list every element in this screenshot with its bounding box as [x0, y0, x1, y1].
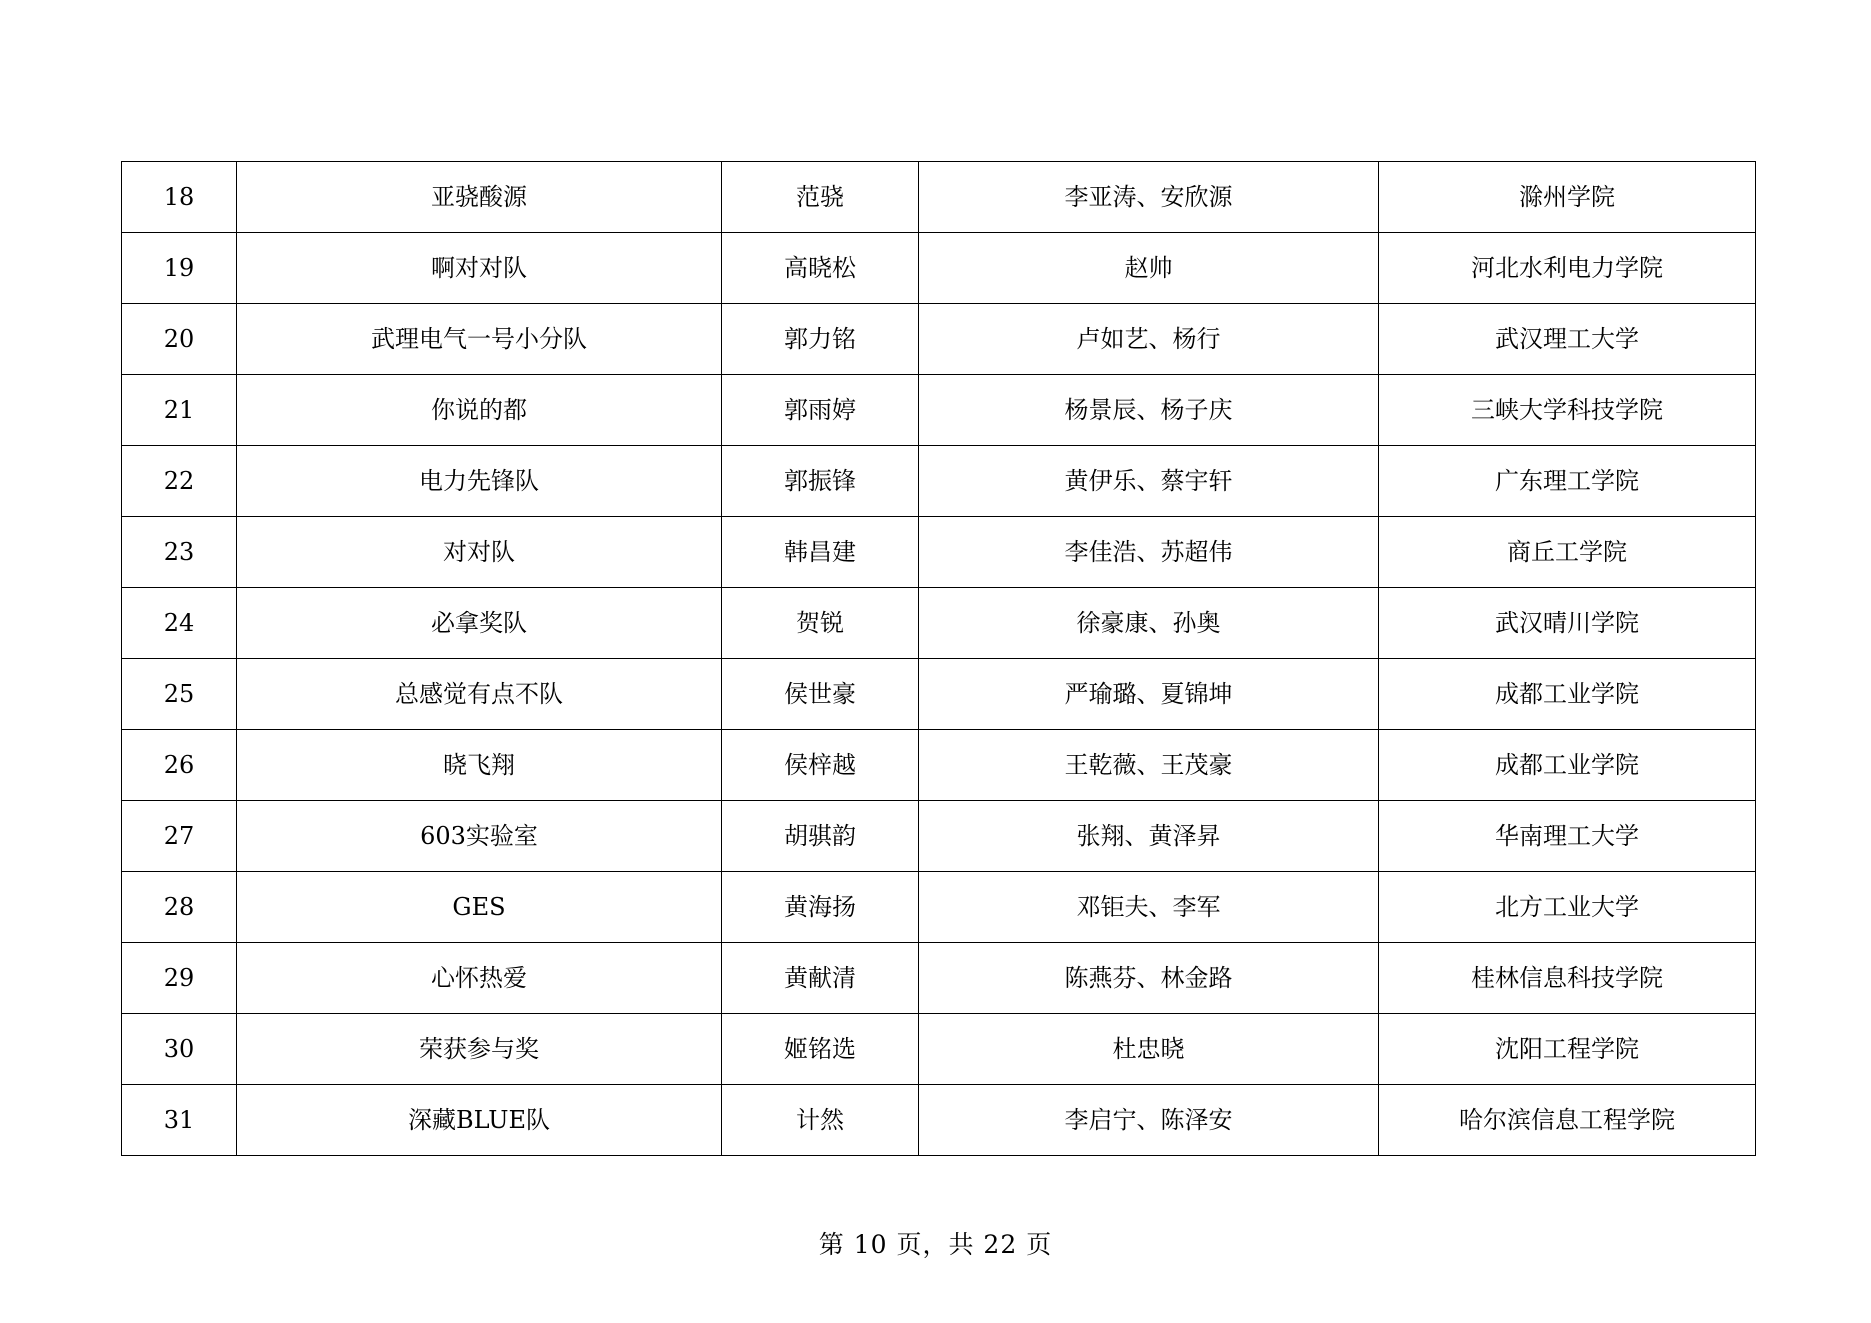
school-cell: 沈阳工程学院 [1379, 1014, 1756, 1085]
members-cell: 杜忠晓 [919, 1014, 1379, 1085]
row-number-cell: 18 [122, 162, 237, 233]
row-number-cell: 30 [122, 1014, 237, 1085]
school-cell: 三峡大学科技学院 [1379, 375, 1756, 446]
school-cell: 滁州学院 [1379, 162, 1756, 233]
table-row [122, 943, 1756, 1014]
team-name-cell: 对对队 [237, 517, 722, 588]
school-cell: 桂林信息科技学院 [1379, 943, 1756, 1014]
school-cell: 河北水利电力学院 [1379, 233, 1756, 304]
team-name-cell: 荣获参与奖 [237, 1014, 722, 1085]
captain-cell: 黄献清 [722, 943, 919, 1014]
members-cell: 赵帅 [919, 233, 1379, 304]
row-number-cell: 31 [122, 1085, 237, 1156]
row-number-cell: 28 [122, 872, 237, 943]
table-row [122, 233, 1756, 304]
team-name-cell: 总感觉有点不队 [237, 659, 722, 730]
row-number-cell: 19 [122, 233, 237, 304]
members-cell: 李亚涛、安欣源 [919, 162, 1379, 233]
captain-cell: 姬铭选 [722, 1014, 919, 1085]
members-cell: 卢如艺、杨行 [919, 304, 1379, 375]
table-row [122, 375, 1756, 446]
table-row [122, 162, 1756, 233]
row-number-cell: 23 [122, 517, 237, 588]
captain-cell: 韩昌建 [722, 517, 919, 588]
captain-cell: 郭雨婷 [722, 375, 919, 446]
team-name-cell: 武理电气一号小分队 [237, 304, 722, 375]
row-number-cell: 21 [122, 375, 237, 446]
school-cell: 武汉晴川学院 [1379, 588, 1756, 659]
team-name-cell: 必拿奖队 [237, 588, 722, 659]
members-cell: 陈燕芬、林金路 [919, 943, 1379, 1014]
table-row [122, 1014, 1756, 1085]
team-name-cell: 啊对对队 [237, 233, 722, 304]
table-body [122, 162, 1756, 1156]
table-row [122, 659, 1756, 730]
row-number-cell: 29 [122, 943, 237, 1014]
school-cell: 成都工业学院 [1379, 730, 1756, 801]
members-cell: 李启宁、陈泽安 [919, 1085, 1379, 1156]
captain-cell: 高晓松 [722, 233, 919, 304]
team-name-cell: 你说的都 [237, 375, 722, 446]
table-row [122, 304, 1756, 375]
school-cell: 华南理工大学 [1379, 801, 1756, 872]
table-row [122, 730, 1756, 801]
members-cell: 王乾薇、王茂豪 [919, 730, 1379, 801]
page-number: 第 10 页，共 22 页 [818, 1230, 1053, 1259]
table-row [122, 517, 1756, 588]
team-name-cell: 晓飞翔 [237, 730, 722, 801]
members-cell: 李佳浩、苏超伟 [919, 517, 1379, 588]
row-number-cell: 26 [122, 730, 237, 801]
team-name-cell: 深藏BLUE队 [237, 1085, 722, 1156]
members-cell: 徐豪康、孙奥 [919, 588, 1379, 659]
captain-cell: 郭振锋 [722, 446, 919, 517]
row-number-cell: 24 [122, 588, 237, 659]
table-row [122, 872, 1756, 943]
team-roster-table [121, 161, 1756, 1156]
captain-cell: 侯梓越 [722, 730, 919, 801]
team-name-cell: 心怀热爱 [237, 943, 722, 1014]
school-cell: 哈尔滨信息工程学院 [1379, 1085, 1756, 1156]
school-cell: 广东理工学院 [1379, 446, 1756, 517]
school-cell: 武汉理工大学 [1379, 304, 1756, 375]
table-row [122, 1085, 1756, 1156]
table-row [122, 588, 1756, 659]
captain-cell: 郭力铭 [722, 304, 919, 375]
school-cell: 北方工业大学 [1379, 872, 1756, 943]
members-cell: 张翔、黄泽昇 [919, 801, 1379, 872]
captain-cell: 计然 [722, 1085, 919, 1156]
team-name-cell: 603实验室 [237, 801, 722, 872]
row-number-cell: 25 [122, 659, 237, 730]
captain-cell: 侯世豪 [722, 659, 919, 730]
captain-cell: 胡骐韵 [722, 801, 919, 872]
school-cell: 成都工业学院 [1379, 659, 1756, 730]
row-number-cell: 22 [122, 446, 237, 517]
captain-cell: 贺锐 [722, 588, 919, 659]
members-cell: 严瑜璐、夏锦坤 [919, 659, 1379, 730]
team-name-cell: 亚骁酸源 [237, 162, 722, 233]
team-name-cell: 电力先锋队 [237, 446, 722, 517]
row-number-cell: 27 [122, 801, 237, 872]
row-number-cell: 20 [122, 304, 237, 375]
table-row [122, 801, 1756, 872]
school-cell: 商丘工学院 [1379, 517, 1756, 588]
members-cell: 黄伊乐、蔡宇轩 [919, 446, 1379, 517]
table-row [122, 446, 1756, 517]
members-cell: 邓钜夫、李军 [919, 872, 1379, 943]
captain-cell: 范骁 [722, 162, 919, 233]
captain-cell: 黄海扬 [722, 872, 919, 943]
team-name-cell: GES [237, 872, 722, 943]
members-cell: 杨景辰、杨子庆 [919, 375, 1379, 446]
